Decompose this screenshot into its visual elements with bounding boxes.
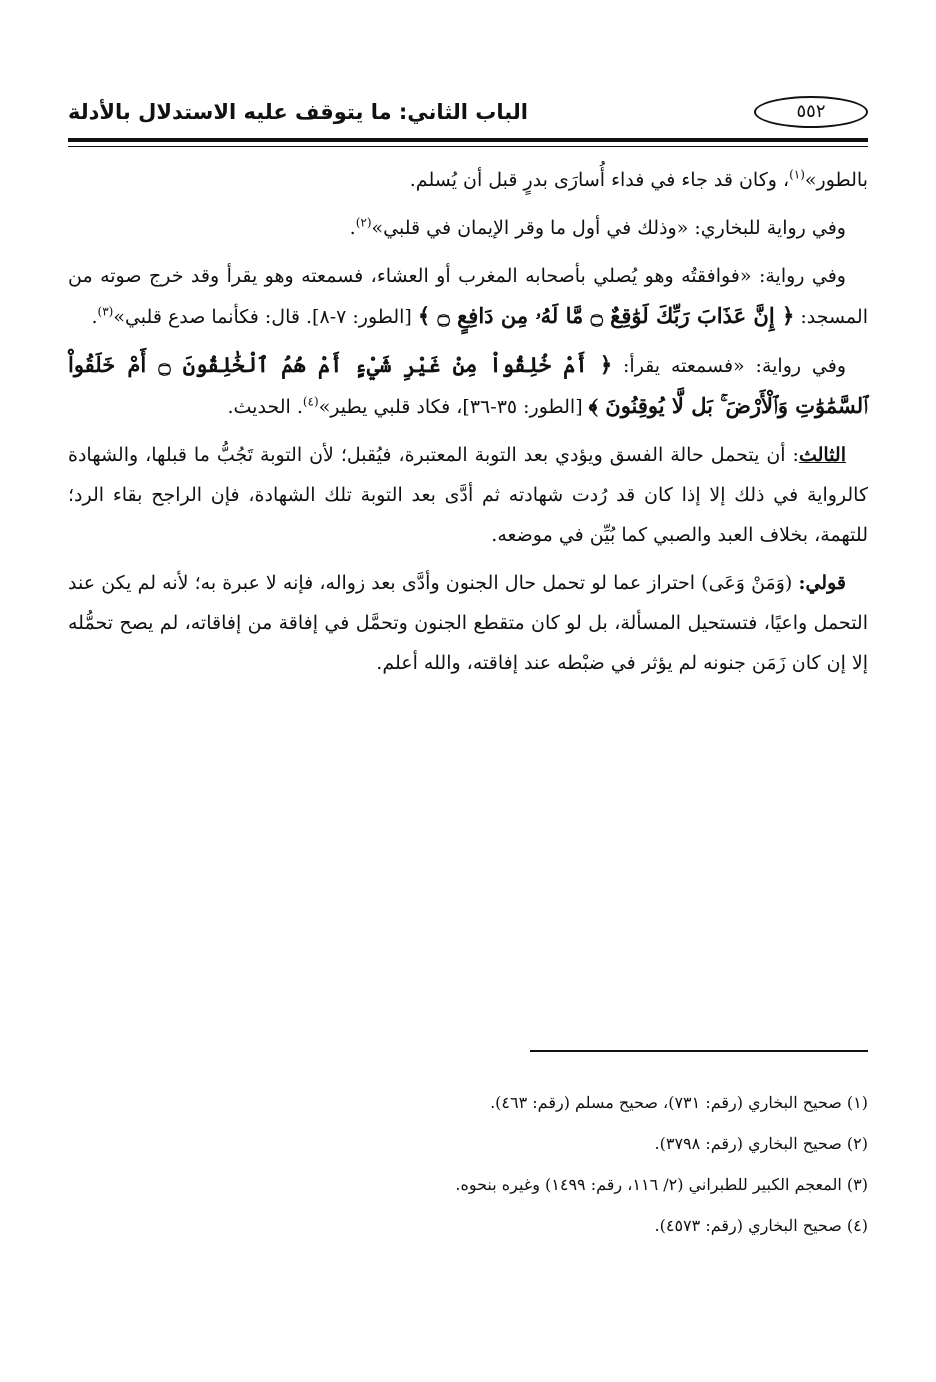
p1-text: بالطور» <box>804 169 868 191</box>
chapter-title: الباب الثاني: ما يتوقف عليه الاستدلال بالأدلة <box>68 100 528 124</box>
p2-text: وفي رواية للبخاري: «وذلك في أول ما وقر الإيمان في قلبي» <box>371 217 846 239</box>
page-header <box>68 92 868 132</box>
footnote-ref-4[interactable]: (٤) <box>302 394 319 409</box>
p4-text: وفي رواية: «فسمعته يقرأ: <box>623 355 847 377</box>
p6-text: (وَمَنْ وَعَى) احتراز عما لو تحمل حال الجنون وأدَّى بعد زواله، فإنه لا عبرة به؛ لأنه لم يكن عند التحمل واعيًا، فتستحيل المسألة، بل لو كان متقطع الجنون وتحمَّل في إفاقة من إفاقاته، لم يصح تحمُّله إلا إن كان زَمَن جنونه لم يؤثر في ضبْطه عند إفاقته، والله أعلم. <box>68 572 868 674</box>
footnote-2: (٢) صحيح البخاري (رقم: ٣٧٩٨). <box>654 1134 868 1153</box>
footnote-1: (١) صحيح البخاري (رقم: ٧٣١)، صحيح مسلم (رقم: ٤٦٣). <box>490 1093 868 1112</box>
header-rule-thick <box>68 138 868 142</box>
main-text <box>68 160 868 691</box>
page-number: ٥٥٢ <box>754 96 868 128</box>
paragraph-3 <box>68 256 868 337</box>
header-rule-thin <box>68 146 868 147</box>
p5-text: : أن يتحمل حالة الفسق ويؤدي بعد التوبة المعتبرة، فيُقبل؛ لأن التوبة تَجُبُّ ما قبلها، والشهادة كالرواية في ذلك إلا إذا كان قد رُدت شهادته ثم أدَّى بعد التوبة تلك الشهادة، فإن الراجح بقاء الرد؛ للتهمة، بخلاف العبد والصبي كما بُيِّن في موضعه. <box>68 444 868 546</box>
p4-end: . الحديث. <box>227 396 303 418</box>
quran-verse-1: ﴿ إِنَّ عَذَابَ رَبِّكَ لَوَٰقِعٌ ۝ مَّا لَهُۥ مِن دَافِعٍ ۝ ﴾ <box>417 303 795 328</box>
footnote-rule <box>530 1050 868 1052</box>
paragraph-4 <box>68 345 868 427</box>
paragraph-5 <box>68 435 868 555</box>
footnote-ref-1[interactable]: (١) <box>789 167 805 182</box>
p2-end: . <box>349 217 356 239</box>
p3-ref: [الطور: ٧-٨]. قال: فكأنما صدع قلبي» <box>113 306 412 328</box>
footnote-4: (٤) صحيح البخاري (رقم: ٤٥٧٣). <box>654 1216 868 1235</box>
p3-end: . <box>91 306 98 328</box>
p1-rest: ، وكان قد جاء في فداء أُسارَى بدرٍ قبل أن يُسلم. <box>409 169 790 191</box>
footnote-ref-3[interactable]: (٣) <box>97 304 114 319</box>
p4-ref: [الطور: ٣٥-٣٦]، فكاد قلبي يطير» <box>318 396 583 418</box>
footnotes <box>68 1082 868 1246</box>
paragraph-6 <box>68 563 868 683</box>
paragraph-1 <box>68 160 868 200</box>
p5-lead: الثالث <box>798 444 846 466</box>
p3-text: وفي رواية: «فوافقتُه وهو يُصلي بأصحابه المغرب أو العشاء، فسمعته وهو يقرأ وقد خرج صوته من المسجد: <box>68 265 868 328</box>
paragraph-2 <box>68 208 868 248</box>
p6-lead: قولي: <box>798 572 846 594</box>
footnote-3: (٣) المعجم الكبير للطبراني (٢/ ١١٦، رقم: ١٤٩٩) وغيره بنحوه. <box>455 1175 868 1194</box>
quran-verse-2: ﴿ أَمْ خُلِقُواْ مِنْ غَيْرِ شَيْءٍ أَمْ هُمُ ٱلْخَٰلِقُونَ ۝ أَمْ خَلَقُواْ ٱلسَّمَٰوَٰتِ وَٱلْأَرْضَ ۚ بَل لَّا يُوقِنُونَ ﴾ <box>68 352 868 418</box>
footnote-ref-2[interactable]: (٢) <box>355 215 372 230</box>
